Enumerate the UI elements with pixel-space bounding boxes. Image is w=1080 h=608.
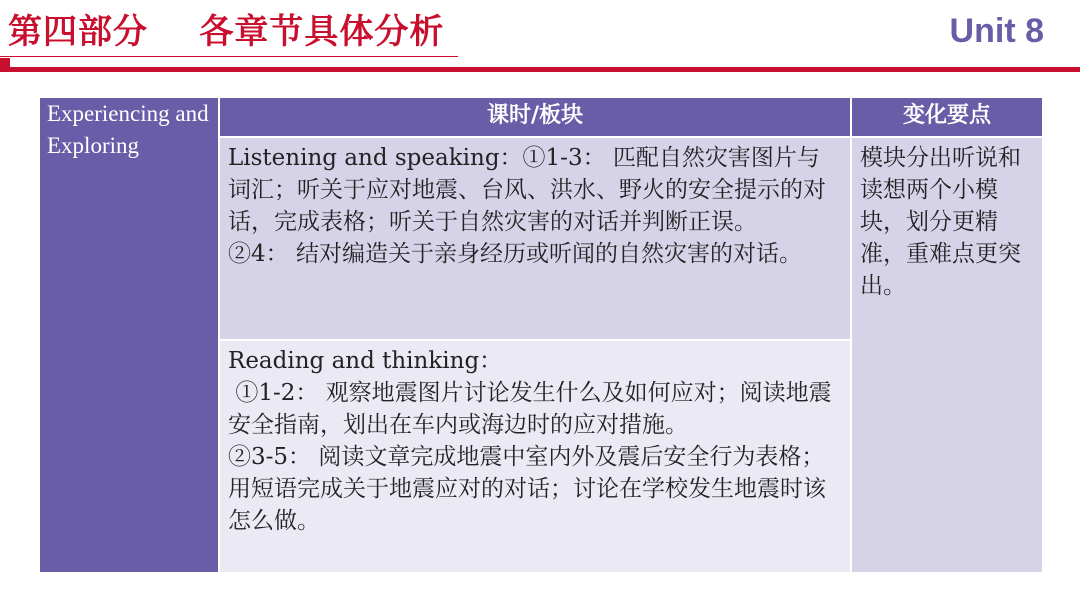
analysis-table	[38, 96, 1044, 574]
change-note-cell: 模块分出听说和读想两个小模块，划分更精准，重难点更突出。	[851, 137, 1043, 573]
column-header-lesson: 课时/板块	[219, 97, 851, 137]
lesson-paragraph: Reading and thinking：	[228, 348, 503, 374]
lesson-paragraph: Listening and speaking：①1-3： 匹配自然灾害图片与词汇；听关于应对地震、台风、洪水、野火的安全提示的对话，完成表格；听关于自然灾害的对话并判断正误。	[228, 145, 826, 235]
title-underline	[0, 56, 458, 57]
table-header-row	[39, 97, 1043, 137]
section-label: Experiencing and Exploring	[39, 97, 219, 573]
page-title: 第四部分 各章节具体分析	[8, 12, 445, 52]
lesson-paragraph: ①1-2： 观察地震图片讨论发生什么及如何应对；阅读地震安全指南，划出在车内或海边时的应对措施。	[228, 380, 832, 438]
lesson-cell-listening	[219, 137, 851, 340]
lesson-paragraph: ②4： 结对编造关于亲身经历或听闻的自然灾害的对话。	[228, 241, 802, 267]
lesson-cell-reading	[219, 340, 851, 573]
header-rule	[0, 67, 1080, 72]
unit-label: Unit 8	[949, 12, 1044, 50]
column-header-changes: 变化要点	[851, 97, 1043, 137]
lesson-paragraph: ②3-5： 阅读文章完成地震中室内外及震后安全行为表格；用短语完成关于地震应对的对话；讨论在学校发生地震时该怎么做。	[228, 444, 826, 534]
